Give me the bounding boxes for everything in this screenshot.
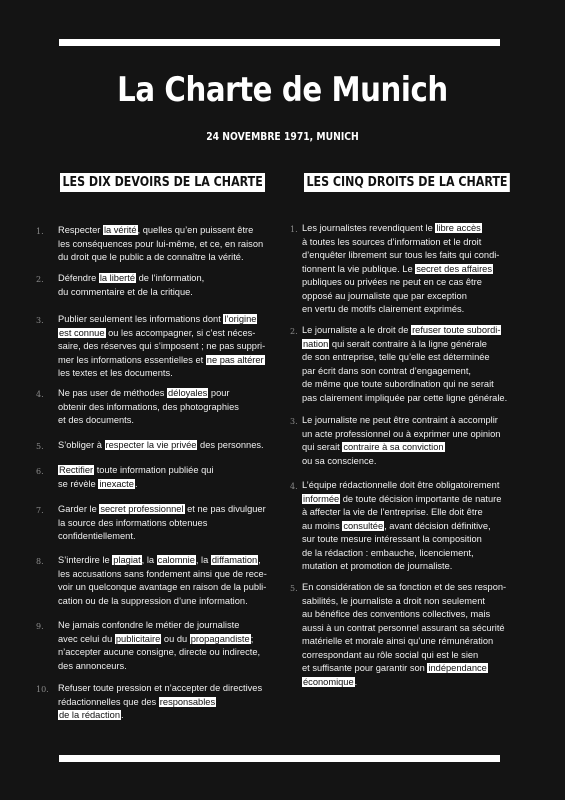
item-text-line	[302, 533, 482, 547]
item-text-line	[302, 338, 487, 352]
highlighted-term: indépendance	[428, 663, 487, 673]
item-text-line	[302, 622, 505, 636]
item-text-line	[58, 464, 214, 478]
item-number: 1.	[36, 227, 44, 236]
text-segment: mer les informations essentielles et	[58, 354, 206, 365]
text-segment: saire, des réserves qui s’imposent ; ne pas suppri-	[58, 341, 266, 351]
text-segment: de toute décision importante de nature	[340, 493, 502, 504]
text-segment: n’accepter aucune consigne, directe ou indirecte,	[58, 647, 261, 657]
text-segment: Le journaliste ne peut être contraint à accomplir	[302, 415, 498, 425]
text-segment: publiques ou privées ne peut en ce cas être	[302, 277, 482, 287]
item-text-line	[58, 619, 239, 633]
item-text-line	[302, 276, 482, 290]
item-text-line	[58, 517, 207, 531]
text-segment: les textes et les documents.	[58, 368, 173, 378]
item-text-line	[302, 479, 499, 493]
text-segment: .	[354, 676, 358, 687]
text-segment: voir un quelconque avantage en raison de la publi-	[58, 582, 267, 592]
text-segment: se révèle	[58, 478, 99, 489]
item-text-line	[58, 660, 127, 674]
text-segment: Les journalistes revendiquent le	[302, 223, 436, 233]
item-text-line	[302, 324, 501, 338]
item-text-line	[58, 313, 257, 327]
item-text-line	[302, 351, 490, 365]
text-segment: , la	[195, 555, 211, 565]
item-text-line	[302, 441, 445, 455]
text-segment: aussi à un contrat personnel assurant sa sécurité	[302, 622, 505, 633]
item-text-line	[302, 263, 493, 277]
text-segment: par écrit dans son contrat d’engagement,	[302, 365, 471, 376]
text-segment: rédactionnelles que des	[58, 696, 159, 707]
item-number: 7.	[36, 506, 44, 515]
item-text-line	[58, 401, 239, 415]
text-segment: L’équipe rédactionnelle doit être obligatoirement	[302, 480, 500, 490]
text-segment: sur toute mesure intéressant la composition	[302, 534, 482, 544]
text-segment: de la rédaction : embauche, licenciement,	[302, 547, 474, 558]
text-segment: ou du	[161, 633, 190, 644]
highlighted-term: informée	[303, 493, 340, 504]
text-segment: Le journaliste a le droit de	[302, 325, 412, 335]
text-segment: toute information publiée qui	[94, 465, 214, 475]
item-text-line	[58, 286, 193, 300]
item-text-line	[58, 696, 216, 710]
highlighted-term: la vérité	[103, 225, 137, 235]
text-segment: cation ou de la suppression d’une information.	[58, 595, 248, 606]
text-segment: mutation et promotion de journaliste.	[302, 561, 453, 571]
highlighted-term: secret des affaires	[416, 263, 492, 274]
item-text-line	[58, 387, 230, 401]
item-text-line	[302, 414, 498, 428]
text-segment: confidentiellement.	[58, 531, 136, 541]
item-number: 3.	[290, 417, 298, 426]
item-text-line	[302, 581, 506, 595]
text-segment: pour	[208, 388, 230, 398]
item-text-line	[302, 365, 471, 379]
item-text-line	[58, 595, 248, 609]
text-segment: ;	[250, 633, 254, 644]
text-segment: et des documents.	[58, 415, 134, 425]
item-text-line	[302, 493, 501, 507]
highlighted-term: nation	[303, 338, 329, 349]
highlighted-term: diffamation	[211, 555, 258, 565]
item-text-line	[58, 251, 244, 265]
text-segment: , quelles qu’en puissent être	[137, 225, 254, 235]
text-segment: un acte professionnel ou à exprimer une opinion	[302, 428, 501, 439]
item-text-line	[58, 272, 204, 286]
item-text-line	[58, 568, 267, 582]
item-text-line	[302, 236, 481, 250]
item-text-line	[58, 633, 253, 647]
item-text-line	[302, 520, 491, 534]
text-segment: de l’information,	[135, 273, 205, 283]
duties-heading: LES DIX DEVOIRS DE LA CHARTE	[60, 173, 265, 192]
highlighted-term: respecter la vie privée	[105, 440, 197, 450]
item-text-line	[58, 646, 260, 660]
highlighted-term: ne pas altérer	[206, 354, 264, 365]
item-text-line	[302, 635, 493, 649]
text-segment: opposé au journaliste que par exception	[302, 290, 467, 301]
highlighted-term: déloyales	[168, 388, 208, 398]
item-number: 5.	[36, 442, 44, 451]
item-text-line	[58, 327, 255, 341]
highlighted-term: plagiat	[113, 555, 141, 565]
highlighted-term: Rectifier	[59, 465, 94, 475]
text-segment: ou les accompagner, si c’est néces-	[105, 327, 256, 338]
text-segment: à toutes les sources d’information et le droit	[302, 236, 482, 247]
top-rule	[59, 39, 500, 46]
item-text-line	[302, 428, 500, 442]
text-segment: .	[121, 710, 124, 720]
text-segment: au moins	[302, 520, 343, 531]
highlighted-term: refuser toute subordi-	[412, 325, 501, 335]
item-text-line	[58, 503, 266, 517]
text-segment: et ne pas divulguer	[184, 504, 266, 514]
item-text-line	[58, 554, 261, 568]
text-segment: de même que toute subordination qui ne serait	[302, 379, 494, 389]
item-number: 4.	[36, 390, 44, 399]
item-text-line	[302, 290, 467, 304]
item-number: 9.	[36, 622, 44, 631]
text-segment: En considération de sa fonction et de ses respon-	[302, 582, 507, 592]
text-segment: Ne jamais confondre le métier de journaliste	[58, 620, 240, 630]
text-segment: correspondant au rôle social qui est le sien	[302, 649, 479, 660]
bottom-rule	[59, 755, 500, 762]
item-number: 4.	[290, 482, 298, 491]
text-segment: Garder le	[58, 504, 100, 514]
item-text-line	[302, 662, 488, 676]
text-segment: à affecter la vie de l’entreprise. Elle doit être	[302, 507, 483, 517]
item-text-line	[302, 547, 474, 561]
text-segment: du commentaire et de la critique.	[58, 286, 193, 297]
item-text-line	[302, 595, 485, 609]
highlighted-term: libre accès	[436, 223, 481, 233]
text-segment: Publier seulement les informations dont	[58, 314, 224, 324]
text-segment: Défendre	[58, 273, 99, 283]
highlighted-term: publicitaire	[115, 633, 161, 644]
item-text-line	[58, 581, 266, 595]
highlighted-term: économique	[303, 676, 354, 687]
rights-heading: LES CINQ DROITS DE LA CHARTE	[304, 173, 510, 192]
highlighted-term: l’origine	[224, 314, 257, 324]
item-text-line	[302, 378, 494, 392]
text-segment: avec celui du	[58, 633, 115, 644]
text-segment: .	[134, 478, 138, 489]
text-segment: , avant décision définitive,	[384, 520, 491, 531]
item-number: 2.	[290, 327, 298, 336]
text-segment: la source des informations obtenues	[58, 517, 208, 528]
highlighted-term: contraire à sa conviction	[343, 442, 444, 452]
item-text-line	[302, 506, 483, 520]
text-segment: des annonceurs.	[58, 660, 127, 671]
highlighted-term: consultée	[343, 520, 384, 531]
text-segment: qui serait contraire à la ligne générale	[329, 338, 487, 349]
item-text-line	[58, 478, 138, 492]
item-text-line	[58, 682, 262, 696]
item-number: 1.	[290, 225, 298, 234]
page-title: La Charte de Munich	[117, 70, 448, 110]
highlighted-term: propagandiste	[190, 633, 250, 644]
highlighted-term: la liberté	[99, 273, 135, 283]
text-segment: matérielle et morale ainsi qu’une rémunération	[302, 636, 494, 646]
text-segment: S’interdire le	[58, 555, 113, 565]
highlighted-term: calomnie	[157, 555, 195, 565]
item-text-line	[302, 222, 482, 236]
text-segment: du droit que le public a de connaître la vérité.	[58, 252, 244, 262]
text-segment: Respecter	[58, 225, 103, 235]
item-number: 5.	[290, 584, 298, 593]
item-text-line	[302, 676, 357, 690]
item-text-line	[302, 249, 499, 263]
text-segment: ,	[258, 555, 261, 565]
item-number: 6.	[36, 467, 44, 476]
highlighted-term: secret professionnel	[100, 504, 184, 514]
item-text-line	[58, 414, 134, 428]
item-text-line	[302, 608, 490, 622]
text-segment: qui serait	[302, 442, 343, 452]
item-text-line	[58, 354, 265, 368]
item-number: 8.	[36, 557, 44, 566]
item-text-line	[58, 238, 263, 252]
item-number: 2.	[36, 275, 44, 284]
text-segment: et suffisante pour garantir son	[302, 663, 428, 673]
item-number: 3.	[36, 316, 44, 325]
charter-date: 24 NOVEMBRE 1971, MUNICH	[206, 131, 359, 143]
item-text-line	[58, 367, 173, 381]
text-segment: , la	[141, 555, 157, 565]
item-text-line	[58, 340, 265, 354]
text-segment: des personnes.	[197, 440, 264, 450]
item-text-line	[302, 560, 452, 574]
highlighted-term: inexacte	[99, 478, 134, 489]
highlighted-term: responsables	[159, 696, 216, 707]
text-segment: ou sa conscience.	[302, 455, 377, 466]
item-text-line	[302, 303, 464, 317]
item-text-line	[302, 392, 507, 406]
item-text-line	[302, 649, 478, 663]
item-text-line	[302, 455, 376, 469]
item-text-line	[58, 709, 124, 723]
text-segment: Ne pas user de méthodes	[58, 388, 168, 398]
text-segment: pas clairement impliquée par cette ligne générale.	[302, 392, 508, 403]
highlighted-term: de la rédaction	[59, 710, 120, 720]
text-segment: les accusations sans fondement ainsi que de rece-	[58, 568, 267, 579]
item-text-line	[58, 224, 253, 238]
text-segment: en vertu de motifs clairement exprimés.	[302, 304, 465, 314]
text-segment: obtenir des informations, des photographies	[58, 401, 239, 412]
item-text-line	[58, 439, 264, 453]
text-segment: au bénéfice des conventions collectives, mais	[302, 609, 491, 619]
highlighted-term: est connue	[59, 327, 105, 338]
item-number: 10.	[36, 685, 49, 694]
text-segment: d’enquêter librement sur tous les faits qui condi-	[302, 250, 500, 260]
text-segment: sabilités, le journaliste a droit non seulement	[302, 595, 485, 606]
item-text-line	[58, 530, 136, 544]
text-segment: Refuser toute pression et n’accepter de directives	[58, 683, 263, 693]
text-segment: les conséquences pour lui-même, et ce, en raison	[58, 238, 264, 249]
text-segment: tionnent la vie publique. Le	[302, 263, 416, 274]
text-segment: S’obliger à	[58, 440, 105, 450]
text-segment: de son entreprise, telle qu’elle est déterminée	[302, 352, 490, 362]
